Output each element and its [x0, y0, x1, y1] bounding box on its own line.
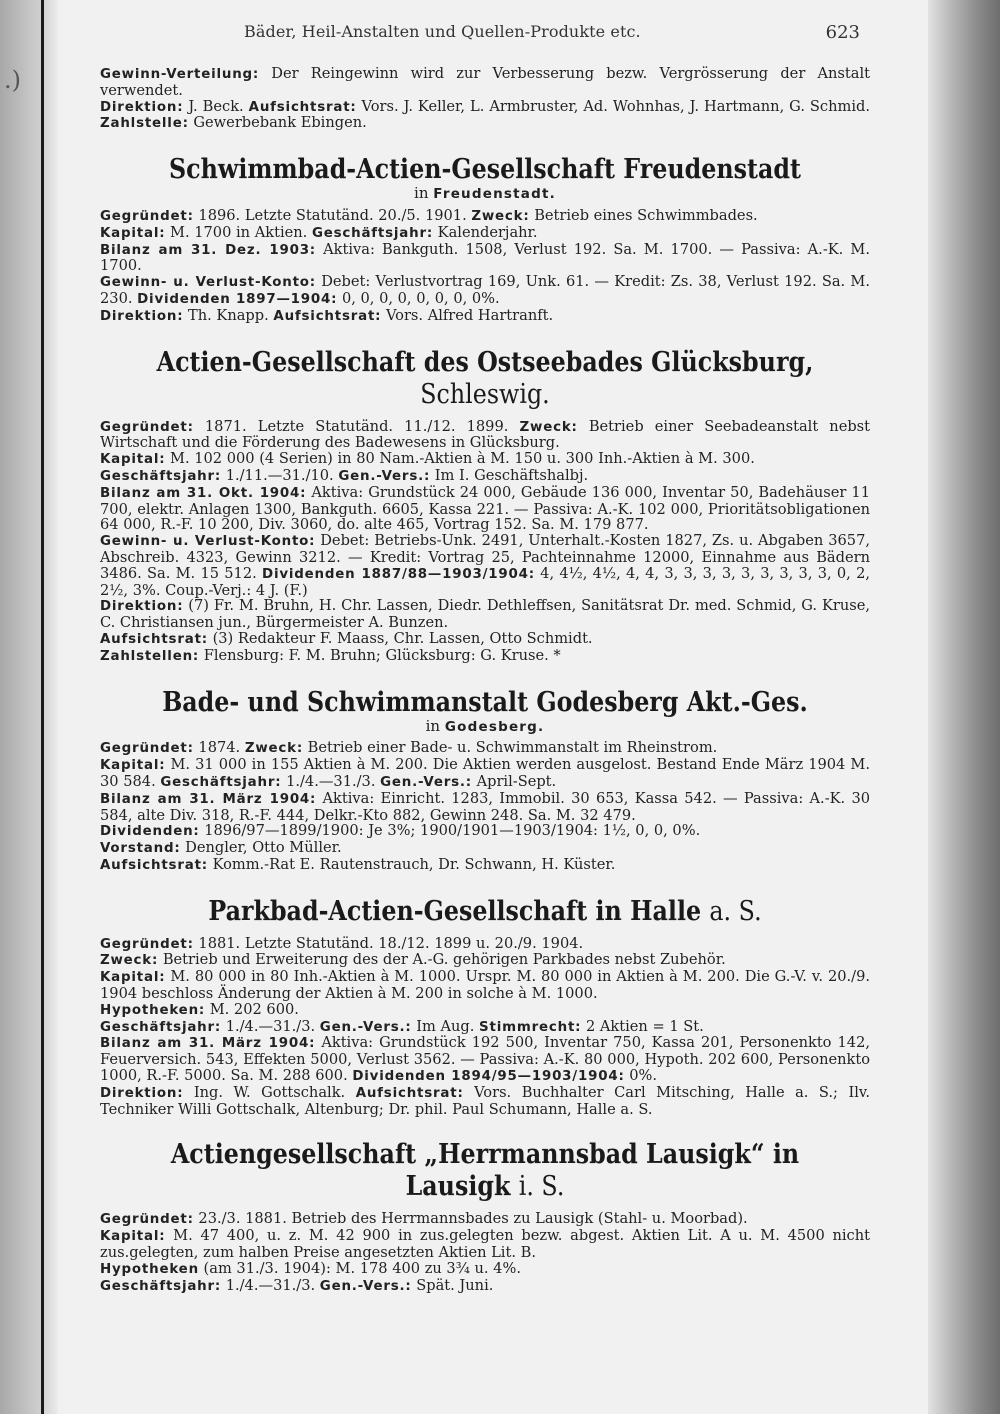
label-kapital: Kapital:	[100, 225, 166, 241]
text-gen-vers: Im Aug.	[416, 1017, 475, 1035]
label-gegruendet: Gegründet:	[100, 741, 194, 757]
paragraph-direktion	[100, 598, 870, 631]
paragraph-aufsichtsrat	[100, 631, 870, 648]
text-zweck: Betrieb einer Bade- u. Schwimmanstalt im Rheinstrom.	[307, 739, 718, 757]
text-dividenden: 1896/97—1899/1900: Je 3%; 1900/1901—1903/1904: 1½, 0, 0, 0%.	[204, 822, 701, 840]
label-geschaeftsjahr: Geschäftsjahr:	[311, 225, 434, 241]
label-bilanz: Bilanz am 31. Dez. 1903:	[100, 242, 316, 258]
label-zahlstelle: Zahlstelle:	[100, 116, 189, 132]
location-town: Freudenstadt.	[433, 186, 556, 203]
label-geschaeftsjahr: Geschäftsjahr:	[160, 774, 282, 790]
paragraph-kapital	[100, 757, 870, 791]
paragraph-gegruendet	[100, 419, 870, 452]
right-scan-shadow	[928, 0, 1000, 1414]
entry-title	[146, 896, 824, 928]
text-hypotheken: M. 202 600.	[209, 1000, 299, 1018]
paragraph-hypotheken	[100, 1002, 870, 1019]
entry-title-tail: a. S.	[709, 895, 762, 927]
entry-gluecksburg	[100, 347, 870, 665]
text-gegruendet: 1874.	[198, 739, 241, 757]
label-zahlstellen: Zahlstellen:	[100, 648, 200, 664]
text-gegruendet: 1896. Letzte Statutänd. 20./5. 1901.	[198, 206, 467, 224]
label-gewinn-verlust: Gewinn- u. Verlust-Konto:	[100, 275, 316, 291]
text-zweck: Betrieb und Erweiterung des der A.-G. gehörigen Parkbades nebst Zubehör.	[162, 951, 726, 969]
text-aufsichtsrat: Vors. Buchhalter Carl Mitsching, Halle a. S.; Ilv. Techniker Willi Gottschalk, Altenburg; Dr. phil. Paul Schumann, Halle a. S.	[100, 1083, 871, 1118]
label-geschaeftsjahr: Geschäftsjahr:	[100, 468, 222, 484]
text-kapital: M. 102 000 (4 Serien) in 80 Nam.-Aktien à M. 150 u. 300 Inh.-Aktien à M. 300.	[170, 450, 755, 468]
paragraph-bilanz	[100, 1035, 870, 1084]
entry-location	[100, 186, 870, 203]
paragraph-direktion	[100, 308, 870, 325]
text-aufsichtsrat: Vors. J. Keller, L. Armbruster, Ad. Wohnhas, J. Hartmann, G. Schmid.	[361, 97, 870, 115]
label-vorstand: Vorstand:	[100, 841, 181, 857]
paragraph-zweck	[100, 952, 870, 969]
paragraph-kapital	[100, 969, 870, 1002]
label-kapital: Kapital:	[100, 758, 166, 774]
paragraph-geschaeftsjahr	[100, 468, 870, 485]
paragraph-gegruendet	[100, 208, 870, 225]
paragraph-direktion	[100, 99, 870, 133]
paragraph-gewinn-verlust	[100, 274, 870, 308]
label-gegruendet: Gegründet:	[100, 419, 194, 435]
label-dividenden: Dividenden 1894/95—1903/1904:	[352, 1069, 625, 1085]
text-gegruendet: 1871. Letzte Statutänd. 11./12. 1899.	[204, 417, 509, 435]
text-gewinn-verlust: Debet: Betriebs-Unk. 2491, Unterhalt.-Kosten 1827, Zs. u. Abgaben 3657, Abschreib. 4323, Gewinn 3212. — Kredit: Vortrag 25, Pachteinnahme 12000, Einnahme aus Bädern 3486. Sa. M. 15 512.	[100, 532, 870, 582]
text-zahlstelle: Gewerbebank Ebingen.	[193, 114, 367, 132]
entry-title-tail: Schleswig.	[420, 378, 550, 410]
entry-title	[146, 1139, 824, 1203]
text-geschaeftsjahr: Kalenderjahr.	[437, 223, 538, 241]
label-aufsichtsrat: Aufsichtsrat:	[355, 1085, 464, 1101]
label-gen-vers: Gen.-Vers.:	[319, 1019, 412, 1035]
text-stimmrecht: 2 Aktien = 1 St.	[585, 1017, 704, 1035]
text-gen-vers: April-Sept.	[476, 772, 557, 790]
paragraph-kapital	[100, 225, 870, 242]
entry-title-tail: i. S.	[518, 1171, 565, 1203]
page-number: 623	[825, 22, 860, 43]
paragraph-bilanz	[100, 242, 870, 275]
text-column	[100, 66, 870, 1294]
paragraph-geschaeftsjahr	[100, 1019, 870, 1036]
label-bilanz: Bilanz am 31. Okt. 1904:	[100, 485, 307, 501]
text-geschaeftsjahr: 1./11.—31./10.	[225, 466, 334, 484]
label-bilanz: Bilanz am 31. März 1904:	[100, 1036, 316, 1052]
label-kapital: Kapital:	[100, 452, 166, 468]
paragraph-dividenden	[100, 823, 870, 840]
text-kapital: M. 1700 in Aktien.	[170, 223, 308, 241]
text-direktion: Ing. W. Gottschalk.	[193, 1083, 346, 1101]
label-gen-vers: Gen.-Vers.:	[319, 1278, 412, 1294]
paragraph-bilanz	[100, 485, 870, 533]
text-dividenden: 0%.	[629, 1067, 658, 1085]
text-dividenden: 0, 0, 0, 0, 0, 0, 0, 0%.	[341, 289, 500, 307]
paragraph-gegruendet	[100, 936, 870, 953]
label-aufsichtsrat: Aufsichtsrat:	[248, 99, 357, 115]
label-dividenden: Dividenden 1887/88—1903/1904:	[262, 566, 535, 582]
text-aufsichtsrat: (3) Redakteur F. Maass, Chr. Lassen, Otto Schmidt.	[212, 629, 593, 647]
label-aufsichtsrat: Aufsichtsrat:	[100, 857, 208, 873]
entry-location	[100, 716, 870, 736]
paragraph-hypotheken	[100, 1261, 870, 1278]
paragraph-gegruendet	[100, 740, 870, 757]
location-prefix: in	[425, 716, 441, 735]
label-direktion: Direktion:	[100, 599, 184, 615]
text-bilanz: Aktiva: Grundstück 24 000, Gebäude 136 000, Inventar 50, Badehäuser 11 700, elektr. Anlagen 1300, Bankguth. 6605, Kassa 221. — Passiva: A.-K. 102 000, Prioritätsobligationen 64 000, R.-F. 10 200, Div. 3060, do. alte 465, Vortrag 152. Sa. M. 179 877.	[100, 483, 871, 534]
label-gegruendet: Gegründet:	[100, 208, 194, 224]
location-prefix: in	[414, 184, 429, 203]
text-direktion: (7) Fr. M. Bruhn, H. Chr. Lassen, Diedr. Dethleffsen, Sanitätsrat Dr. med. Schmid, G. Kruse, C. Christiansen jun., Bürgermeister A. Bunzen.	[100, 597, 870, 632]
margin-bracket-glyph: .)	[4, 66, 21, 94]
label-zweck: Zweck:	[244, 741, 303, 757]
paragraph-kapital	[100, 1228, 870, 1261]
label-kapital: Kapital:	[100, 970, 166, 986]
paragraph-gewinn-verlust	[100, 533, 870, 598]
running-title: Bäder, Heil-Anstalten und Quellen-Produkte etc.	[244, 22, 641, 41]
entry-title: Schwimmbad-Actien-Gesellschaft Freudenstadt	[169, 154, 801, 186]
page-header	[128, 22, 868, 46]
text-geschaeftsjahr: 1./4.—31./3.	[225, 1276, 316, 1294]
entry-lausigk	[100, 1139, 870, 1294]
left-scan-rule	[41, 0, 44, 1414]
label-dividenden: Dividenden:	[100, 824, 200, 840]
paragraph-kapital	[100, 451, 870, 468]
text-geschaeftsjahr: 1./4.—31./3.	[225, 1017, 316, 1035]
entry-title	[146, 347, 824, 411]
text-zahlstellen: Flensburg: F. M. Bruhn; Glücksburg: G. Kruse. *	[203, 646, 561, 664]
paragraph-vorstand	[100, 840, 870, 857]
paragraph-geschaeftsjahr	[100, 1278, 870, 1295]
text-kapital: M. 47 400, u. z. M. 42 900 in zus.gelegten bezw. abgest. Aktien Lit. A u. M. 4500 nicht zus.gelegten, zum halben Preise angesetzten Aktien Lit. B.	[100, 1227, 870, 1262]
location-town: Godesberg.	[444, 718, 545, 735]
entry-title-main: Parkbad-Actien-Gesellschaft in Halle	[208, 895, 702, 927]
text-zweck: Betrieb einer Seebadeanstalt nebst Wirtschaft und die Förderung des Badewesens in Glücksburg.	[100, 417, 871, 452]
label-zweck: Zweck:	[519, 419, 578, 435]
label-gegruendet: Gegründet:	[100, 1212, 194, 1228]
label-zweck: Zweck:	[100, 953, 159, 969]
label-gewinn-verlust: Gewinn- u. Verlust-Konto:	[100, 534, 316, 550]
label-geschaeftsjahr: Geschäftsjahr:	[100, 1019, 222, 1035]
entry-halle	[100, 896, 870, 1118]
text-gewinn-verteilung: Der Reingewinn wird zur Verbesserung bezw. Vergrösserung der Anstalt verwendet.	[100, 65, 871, 99]
text-aufsichtsrat: Vors. Alfred Hartranft.	[385, 306, 554, 324]
paragraph-gegruendet	[100, 1211, 870, 1228]
text-gegruendet: 23./3. 1881. Betrieb des Herrmannsbades zu Lausigk (Stahl- u. Moorbad).	[198, 1210, 748, 1228]
label-bilanz: Bilanz am 31. März 1904:	[100, 791, 317, 807]
text-kapital: M. 31 000 in 155 Aktien à M. 200. Die Aktien werden ausgelost. Bestand Ende März 1904 M. 30 584.	[100, 756, 871, 790]
text-bilanz: Aktiva: Bankguth. 1508, Verlust 192. Sa. M. 1700. — Passiva: A.-K. M. 1700.	[100, 240, 870, 275]
text-direktion: J. Beck.	[188, 97, 244, 115]
label-aufsichtsrat: Aufsichtsrat:	[100, 631, 208, 647]
label-hypotheken: Hypotheken	[100, 1261, 199, 1277]
text-direktion: Th. Knapp.	[188, 306, 269, 324]
label-zweck: Zweck:	[471, 208, 530, 224]
text-bilanz: Aktiva: Einricht. 1283, Immobil. 30 653, Kassa 542. — Passiva: A.-K. 30 584, alte Div. 318, R.-F. 444, Delkr.-Kto 882, Gewinn 248. Sa. M. 32 479.	[100, 789, 871, 824]
entry-title-main: Actiengesellschaft „Herrmannsbad Lausigk“ in Lausigk	[170, 1139, 800, 1203]
text-vorstand: Dengler, Otto Müller.	[185, 839, 342, 857]
label-geschaeftsjahr: Geschäftsjahr:	[100, 1278, 222, 1294]
text-bilanz: Aktiva: Grundstück 192 500, Inventar 750, Kassa 201, Personenkto 142, Feuerversich. 543, Effekten 5000, Verlust 3562. — Passiva: A.-K. 80 000, Hypoth. 202 600, Personenkto 1000, R.-F. 5000. Sa. M. 288 600.	[100, 1034, 870, 1085]
entry-freudenstadt	[100, 154, 870, 324]
label-dividenden: Dividenden 1897—1904:	[137, 291, 338, 307]
text-gewinn-verlust: Debet: Verlustvortrag 169, Unk. 61. — Kredit: Zs. 38, Verlust 192. Sa. M. 230.	[100, 273, 870, 307]
paragraph-zahlstellen	[100, 648, 870, 665]
text-gen-vers: Spät. Juni.	[416, 1276, 494, 1294]
text-aufsichtsrat: Komm.-Rat E. Rautenstrauch, Dr. Schwann, H. Küster.	[212, 855, 616, 873]
text-geschaeftsjahr: 1./4.—31./3.	[286, 772, 376, 790]
label-direktion: Direktion:	[100, 308, 184, 324]
entry-title: Bade- und Schwimmanstalt Godesberg Akt.-Ges.	[162, 686, 808, 718]
text-hypotheken: (am 31./3. 1904): M. 178 400 zu 3¾ u. 4%.	[203, 1259, 521, 1277]
text-zweck: Betrieb eines Schwimmbades.	[534, 206, 758, 224]
label-hypotheken: Hypotheken:	[100, 1002, 206, 1018]
entry-godesberg	[100, 687, 870, 874]
paragraph-direktion	[100, 1085, 870, 1118]
entry-title-main: Actien-Gesellschaft des Ostseebades Glücksburg,	[156, 346, 814, 378]
text-kapital: M. 80 000 in 80 Inh.-Aktien à M. 1000. Urspr. M. 80 000 in Aktien à M. 200. Die G.-V. v. 20./9. 1904 beschloss Änderung der Aktien à M. 200 in solche à M. 1000.	[100, 968, 870, 1003]
label-gewinn-verteilung: Gewinn-Verteilung:	[100, 67, 260, 82]
paragraph-bilanz	[100, 791, 870, 824]
label-stimmrecht: Stimmrecht:	[479, 1019, 582, 1035]
label-direktion: Direktion:	[100, 99, 184, 115]
label-gen-vers: Gen.-Vers.:	[380, 774, 472, 790]
entry-continuation	[100, 66, 870, 132]
label-gegruendet: Gegründet:	[100, 936, 194, 952]
label-direktion: Direktion:	[100, 1085, 184, 1101]
label-gen-vers: Gen.-Vers.:	[338, 468, 431, 484]
paragraph-aufsichtsrat	[100, 857, 870, 874]
text-gen-vers: Im I. Geschäftshalbj.	[434, 466, 589, 484]
label-aufsichtsrat: Aufsichtsrat:	[273, 308, 382, 324]
paragraph-gewinn-verteilung	[100, 66, 870, 99]
text-dividenden: 4, 4½, 4½, 4, 4, 3, 3, 3, 3, 3, 3, 3, 3, 3, 0, 2, 2½, 3%. Coup.-Verj.: 4 J. (F.)	[100, 564, 871, 599]
text-gegruendet: 1881. Letzte Statutänd. 18./12. 1899 u. 20./9. 1904.	[198, 934, 584, 952]
label-kapital: Kapital:	[100, 1229, 166, 1245]
left-scan-margin	[0, 0, 58, 1414]
